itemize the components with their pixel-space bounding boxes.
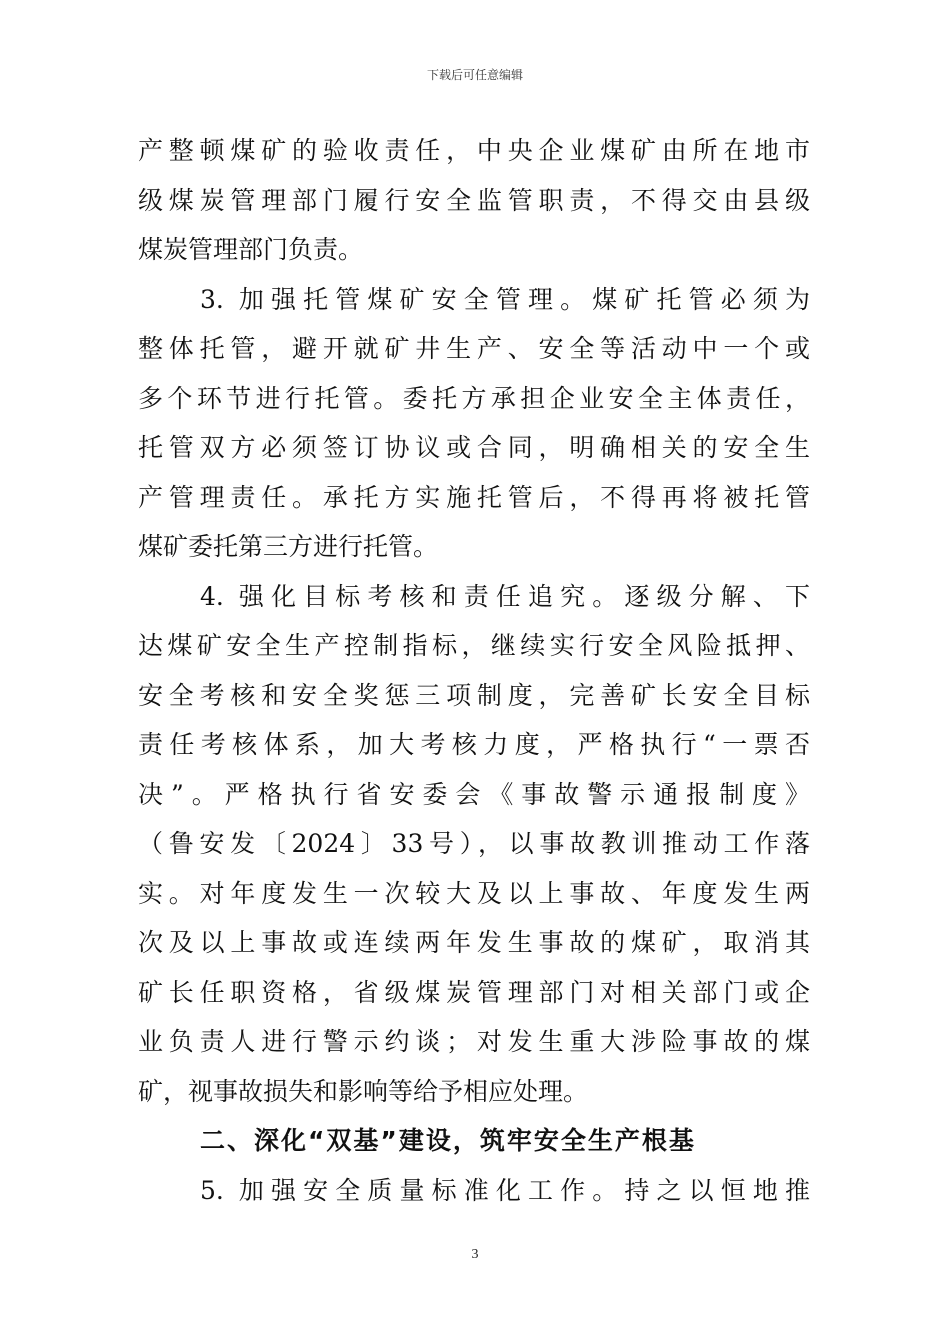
item-4-heading-line: 4. 强化目标考核和责任追究。逐级分解、下	[200, 581, 810, 611]
text-line: 次及以上事故或连续两年发生事故的煤矿，取消其	[138, 928, 810, 957]
text-line: 整体托管，避开就矿井生产、安全等活动中一个或	[138, 334, 810, 363]
section-heading: 二、深化“双基”建设，筑牢安全生产根基	[200, 1126, 696, 1155]
page-header: 下载后可任意编辑	[426, 68, 523, 82]
text-line: （鲁安发〔2024〕33号），以事故教训推动工作落	[138, 829, 810, 858]
text-line: 多个环节进行托管。委托方承担企业安全主体责任，	[138, 383, 810, 413]
body-text	[138, 126, 810, 1215]
text-line: 责任考核体系，加大考核力度，严格执行“一票否	[138, 730, 810, 759]
text-line: 实。对年度发生一次较大及以上事故、年度发生两	[138, 878, 810, 908]
text-line: 托管双方必须签订协议或合同，明确相关的安全生	[138, 433, 810, 462]
item-3-heading-line: 3. 加强托管煤矿安全管理。煤矿托管必须为	[200, 284, 810, 314]
text-line: 矿，视事故损失和影响等给予相应处理。	[138, 1076, 589, 1106]
page-number: 3	[471, 1247, 479, 1262]
item-5-heading-line: 5. 加强安全质量标准化工作。持之以恒地推	[200, 1175, 810, 1205]
text-line: 产整顿煤矿的验收责任，中央企业煤矿由所在地市	[138, 136, 810, 165]
text-line: 矿长任职资格，省级煤炭管理部门对相关部门或企	[138, 977, 810, 1007]
text-line: 安全考核和安全奖惩三项制度，完善矿长安全目标	[138, 680, 810, 710]
text-line: 煤矿委托第三方进行托管。	[138, 532, 439, 561]
text-line: 煤炭管理部门负责。	[138, 235, 364, 264]
text-line: 达煤矿安全生产控制指标，继续实行安全风险抵押、	[138, 631, 810, 660]
text-line: 业负责人进行警示约谈；对发生重大涉险事故的煤	[138, 1027, 810, 1056]
text-line: 级煤炭管理部门履行安全监管职责，不得交由县级	[138, 185, 810, 215]
text-line: 决”。严格执行省安委会《事故警示通报制度》	[138, 779, 810, 809]
text-line: 产管理责任。承托方实施托管后，不得再将被托管	[138, 482, 810, 512]
